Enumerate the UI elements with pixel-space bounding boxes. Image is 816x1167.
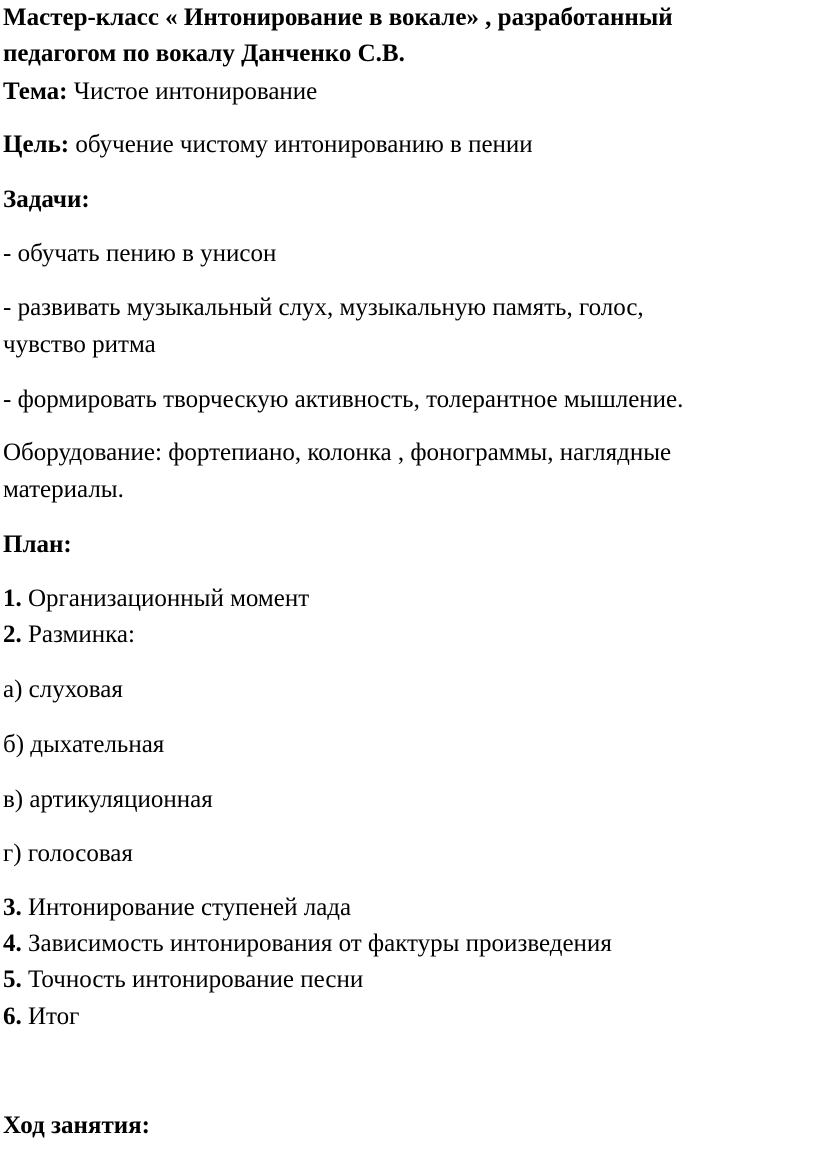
goal-value: обучение чистому интонированию в пении [69, 131, 533, 158]
plan-item-3: 3. Интонирование ступеней лада [3, 894, 352, 921]
plan-item-1: 1. Организационный момент [3, 585, 310, 612]
theme-value: Чистое интонирование [67, 78, 318, 105]
task-item-2-line-1: - развивать музыкальный слух, музыкальную память, голос, [3, 294, 644, 321]
task-item-3: - формировать творческую активность, толерантное мышление. [3, 386, 684, 413]
plan-item-6: 6. Итог [3, 1003, 80, 1030]
task-item-2-line-2: чувство ритма [3, 331, 156, 358]
plan-item-4: 4. Зависимость интонирования от фактуры произведения [3, 930, 612, 957]
plan-subitem-d: г) голосовая [3, 840, 133, 867]
plan-subitem-c: в) артикуляционная [3, 786, 213, 813]
tasks-heading: Задачи: [3, 186, 90, 213]
equipment-line-1: Оборудование: фортепиано, колонка , фонограммы, наглядные [3, 439, 672, 466]
goal-line [3, 129, 533, 161]
plan-subitem-a: а) слуховая [3, 676, 123, 703]
title-line-2: педагогом по вокалу Данченко С.В. [3, 40, 405, 67]
equipment-line-2: материалы. [3, 476, 124, 503]
goal-label: Цель: [3, 131, 70, 158]
lesson-heading: Ход занятия: [3, 1112, 150, 1139]
theme-label: Тема: [3, 78, 68, 105]
plan-subitem-b: б) дыхательная [3, 731, 165, 758]
theme-line [3, 76, 317, 108]
plan-item-5: 5. Точность интонирование песни [3, 966, 364, 993]
plan-heading: План: [3, 531, 72, 558]
plan-item-2: 2. Разминка: [3, 621, 135, 648]
task-item-1: - обучать пению в унисон [3, 240, 277, 267]
title-line-1: Мастер-класс « Интонирование в вокале» , разработанный [3, 4, 673, 31]
